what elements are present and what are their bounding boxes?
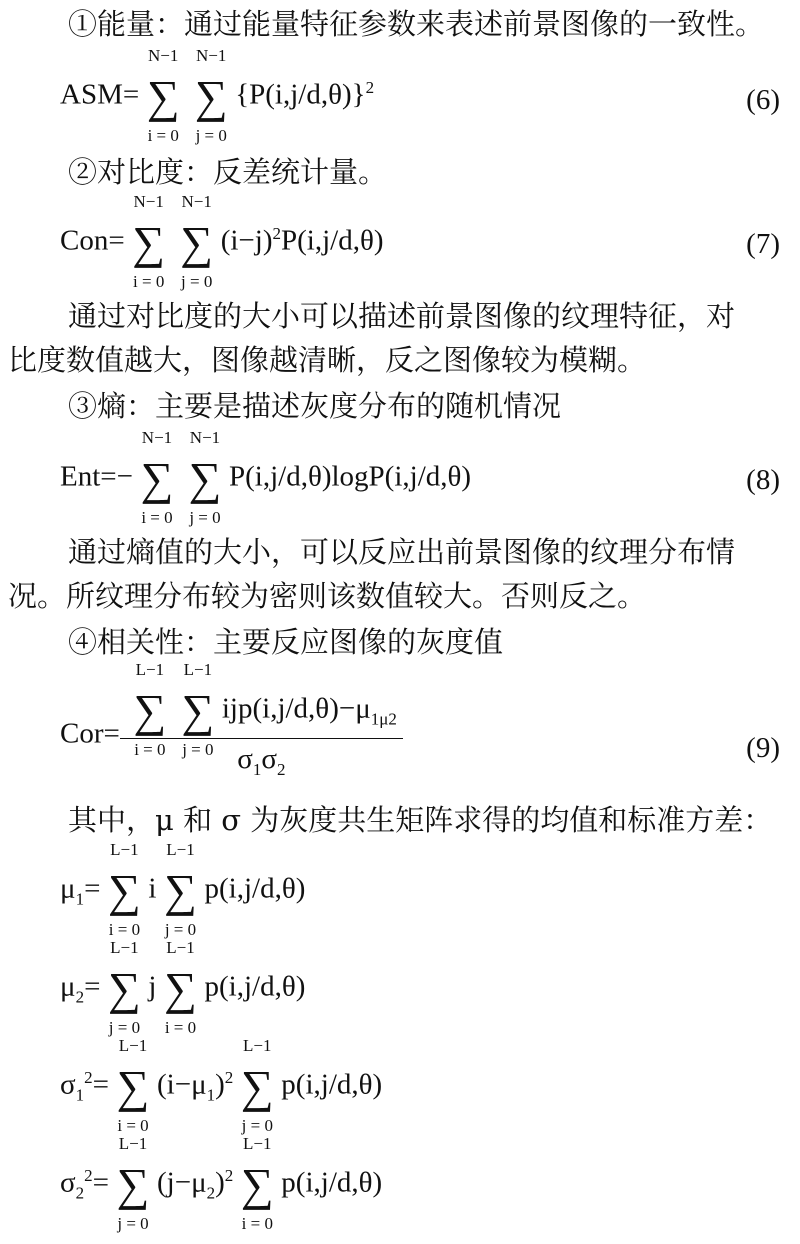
entropy-heading: ③熵：主要是描述灰度分布的随机情况 — [68, 389, 562, 423]
eq-lhs: ASM= — [60, 78, 140, 111]
equation-con: Con= N−1 ∑ i = 0 N−1 ∑ j = 0 $(i-j)^2P(i,j/d,\theta)$ — [60, 192, 384, 291]
sum-symbol: N−1 ∑ j = 0 — [194, 46, 228, 145]
equation-number: (8) — [746, 464, 780, 496]
equation-asm: ASM= N−1 ∑ i = 0 N−1 ∑ j = 0 $\{P(i,j/d,\theta)\}^2$ — [60, 46, 375, 145]
mean-std-paragraph: 其中，μ 和 σ 为灰度共生矩阵求得的均值和标准方差： — [68, 803, 773, 837]
sum-symbol: N−1 ∑ i = 0 — [146, 46, 180, 145]
equation-number: (6) — [746, 84, 780, 116]
equation-ent: Ent=− N−1 ∑ i = 0 N−1 ∑ j = 0 P(i,j/d,θ)logP(i,j/d,θ) — [60, 428, 472, 527]
entropy-paragraph-1: 通过熵值的大小，可以反应出前景图像的纹理分布情 — [68, 535, 736, 569]
equation-number: (7) — [746, 228, 780, 260]
equation-number: (9) — [746, 732, 780, 764]
contrast-heading: ②对比度：反差统计量。 — [68, 155, 388, 189]
contrast-paragraph-1: 通过对比度的大小可以描述前景图像的纹理特征，对 — [68, 299, 736, 333]
equation-mu1: $\mu_1=$ L−1 ∑ i = 0 i L−1 ∑ j = 0 p(i,j/d,θ) — [60, 840, 306, 939]
correlation-heading: ④相关性：主要反应图像的灰度值 — [68, 625, 504, 659]
entropy-paragraph-2: 况。所纹理分布较为密则该数值较大。否则反之。 — [8, 579, 647, 613]
eq-body: {P(i,j/d,θ)} — [235, 78, 366, 111]
equation-sigma1: $\sigma_1^2=$ L−1 ∑ i = 0 $(i-\mu_1)^2$ L−1 ∑ j = 0 p(i,j/d,θ) — [60, 1036, 383, 1135]
sum-symbol: N−1 ∑ j = 0 — [188, 428, 222, 527]
sum-symbol: N−1 ∑ i = 0 — [132, 192, 166, 291]
equation-mu2: $\mu_2=$ L−1 ∑ j = 0 j L−1 ∑ i = 0 p(i,j/d,θ) — [60, 938, 306, 1037]
energy-paragraph: ①能量：通过能量特征参数来表述前景图像的一致性。 — [68, 7, 765, 41]
contrast-paragraph-2: 比度数值越大，图像越清晰，反之图像较为模糊。 — [8, 343, 647, 377]
fraction: L−1 ∑ i = 0 L−1 ∑ j = 0 $ijp(i,j/d,\theta)-\mu_{1\mu 2}$ $\sigma_1\sigma_2$ — [120, 688, 403, 780]
equation-cor: Cor= L−1 ∑ i = 0 L−1 ∑ j = 0 $ijp(i,j/d,\theta)-\mu_{1\mu 2}$ $\sigma_1\sigma_2$ — [60, 688, 403, 780]
sum-symbol: N−1 ∑ i = 0 — [140, 428, 174, 527]
equation-sigma2: $\sigma_2^2=$ L−1 ∑ j = 0 $(j-\mu_2)^2$ L−1 ∑ i = 0 p(i,j/d,θ) — [60, 1134, 383, 1233]
sum-symbol: N−1 ∑ j = 0 — [180, 192, 214, 291]
